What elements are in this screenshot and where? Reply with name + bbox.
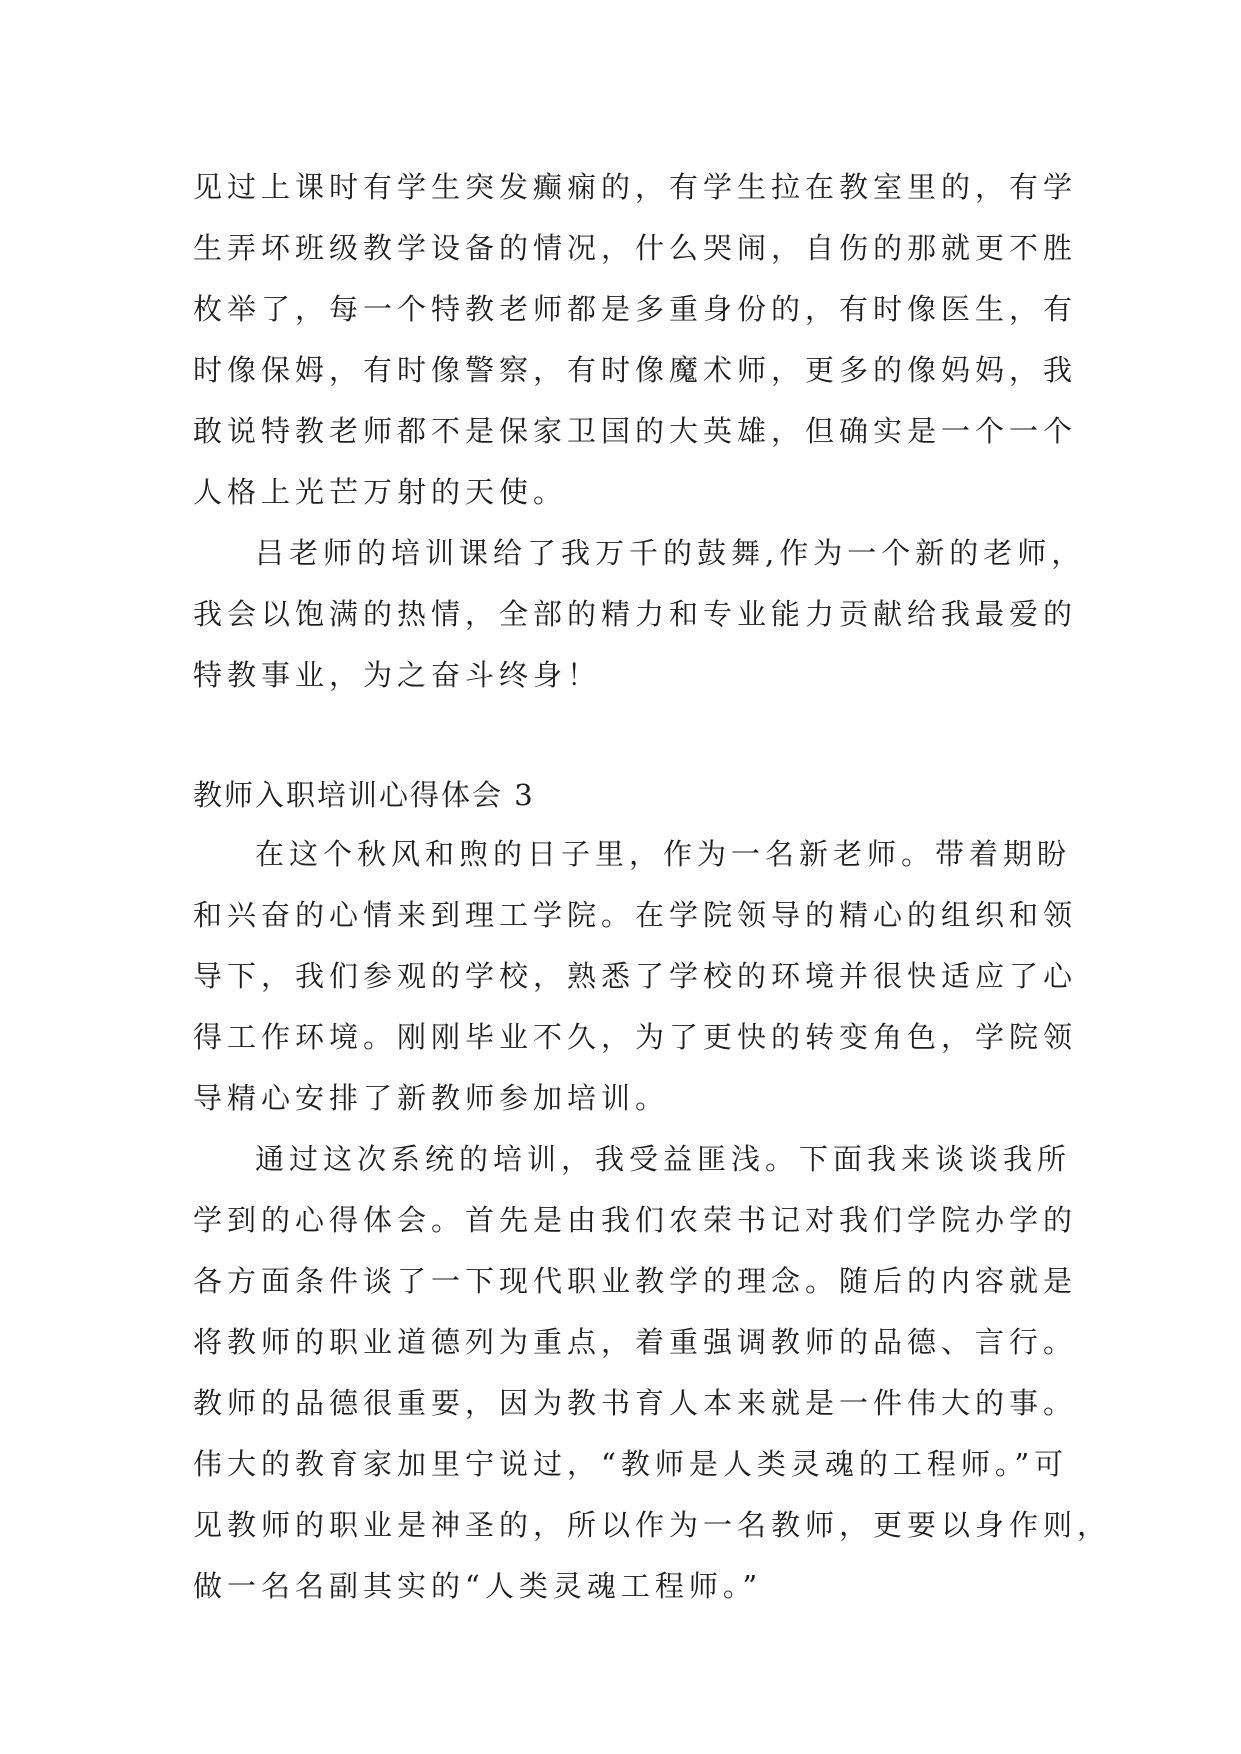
paragraph-line: 和兴奋的心情来到理工学院。在学院领导的精心的组织和领 xyxy=(193,898,1078,932)
paragraph-line: 学到的心得体会。首先是由我们农荣书记对我们学院办学的 xyxy=(193,1203,1078,1237)
paragraph-1 xyxy=(193,157,1078,523)
paragraph-line: 见教师的职业是神圣的，所以作为一名教师，更要以身作则， xyxy=(193,1508,1112,1542)
paragraph-line: 得工作环境。刚刚毕业不久，为了更快的转变角色，学院领 xyxy=(193,1020,1078,1054)
paragraph-line: 伟大的教育家加里宁说过，“教师是人类灵魂的工程师。”可 xyxy=(193,1447,1069,1481)
paragraph-line: 生弄坏班级教学设备的情况，什么哭闹，自伤的那就更不胜 xyxy=(193,231,1078,265)
paragraph-2 xyxy=(193,523,1086,706)
paragraph-line: 导下，我们参观的学校，熟悉了学校的环境并很快适应了心 xyxy=(193,959,1078,993)
paragraph-line: 在这个秋风和煦的日子里，作为一名新老师。带着期盼 xyxy=(255,837,1072,871)
paragraph-line: 吕老师的培训课给了我万千的鼓舞,作为一个新的老师， xyxy=(255,536,1086,570)
paragraph-3 xyxy=(193,824,1078,1129)
document-body xyxy=(193,157,1112,1617)
paragraph-line: 人格上光芒万射的天使。 xyxy=(193,475,568,509)
paragraph-line: 枚举了，每一个特教老师都是多重身份的，有时像医生，有 xyxy=(193,292,1078,326)
paragraph-line: 教师的品德很重要，因为教书育人本来就是一件伟大的事。 xyxy=(193,1386,1078,1420)
paragraph-line: 通过这次系统的培训，我受益匪浅。下面我来谈谈我所 xyxy=(255,1142,1072,1176)
paragraph-line: 特教事业，为之奋斗终身！ xyxy=(193,658,602,692)
paragraph-line: 将教师的职业道德列为重点，着重强调教师的品德、言行。 xyxy=(193,1325,1078,1359)
paragraph-line: 做一名名副其实的“人类灵魂工程师。” xyxy=(193,1569,763,1603)
paragraph-line: 见过上课时有学生突发癫痫的，有学生拉在教室里的，有学 xyxy=(193,170,1078,204)
paragraph-line: 我会以饱满的热情，全部的精力和专业能力贡献给我最爱的 xyxy=(193,597,1078,631)
paragraph-line: 敢说特教老师都不是保家卫国的大英雄，但确实是一个一个 xyxy=(193,414,1078,448)
section-spacer xyxy=(193,706,1053,766)
paragraph-line: 时像保姆，有时像警察，有时像魔术师，更多的像妈妈，我 xyxy=(193,353,1078,387)
section-heading: 教师入职培训心得体会 3 xyxy=(193,778,535,812)
paragraph-line: 导精心安排了新教师参加培训。 xyxy=(193,1081,670,1115)
paragraph-line: 各方面条件谈了一下现代职业教学的理念。随后的内容就是 xyxy=(193,1264,1078,1298)
paragraph-4 xyxy=(193,1129,1112,1617)
